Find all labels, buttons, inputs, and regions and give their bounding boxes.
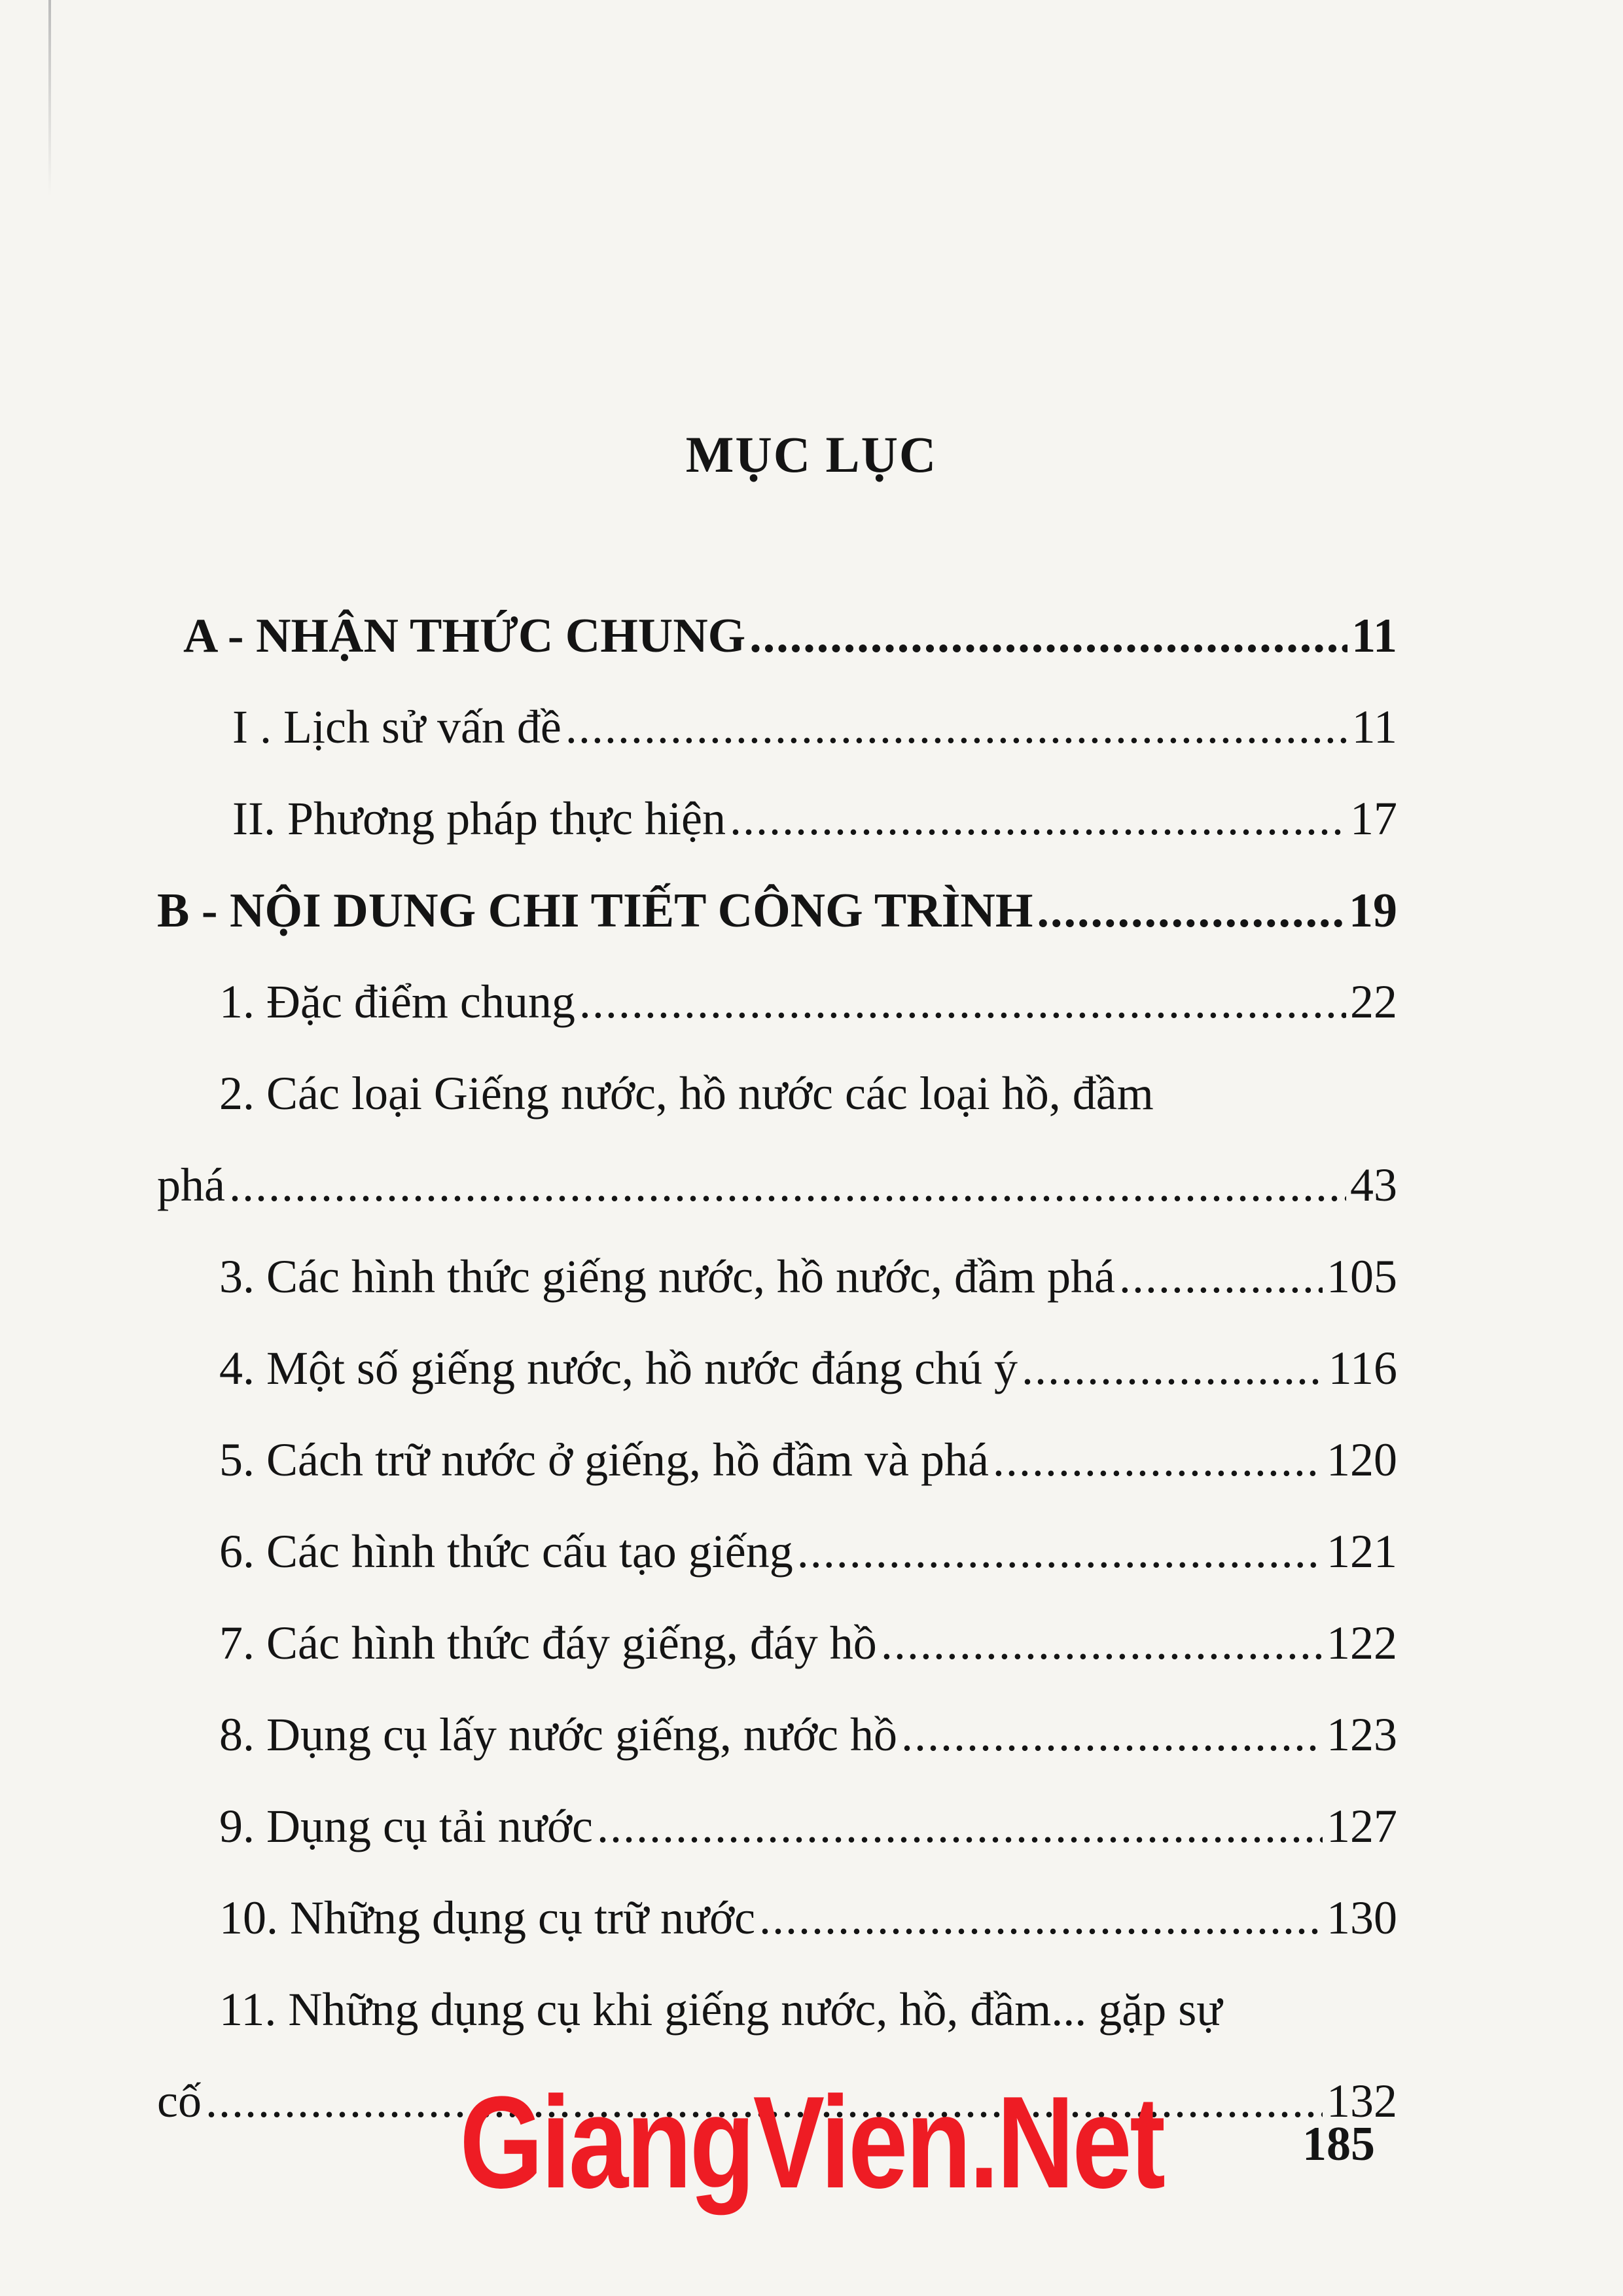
toc-entry-label: 4. Một số giếng nước, hồ nước đáng chú ý bbox=[219, 1342, 1018, 1394]
dot-leader bbox=[993, 1433, 1323, 1487]
toc-entry-page: 123 bbox=[1327, 1708, 1397, 1761]
toc-entry-label: 6. Các hình thức cấu tạo giếng bbox=[219, 1525, 793, 1578]
dot-leader bbox=[1119, 1250, 1323, 1304]
toc-entry-b-10 bbox=[157, 1891, 1397, 1983]
dot-leader bbox=[565, 700, 1348, 754]
dot-leader bbox=[1037, 883, 1345, 939]
toc-entry-page: 19 bbox=[1349, 884, 1397, 938]
toc-entry-page: 43 bbox=[1350, 1159, 1397, 1211]
toc-entry-page: 127 bbox=[1327, 1800, 1397, 1852]
toc-entry-label: 10. Những dụng cụ trữ nước bbox=[219, 1892, 756, 1944]
dot-leader bbox=[730, 792, 1346, 846]
toc-entry-a-1 bbox=[157, 700, 1397, 792]
dot-leader bbox=[579, 975, 1346, 1029]
toc-entry-label: 2. Các loại Giếng nước, hồ nước các loại hồ, đầm bbox=[219, 1067, 1154, 1120]
toc-entry-page: 116 bbox=[1328, 1342, 1397, 1394]
toc-entry-page: 121 bbox=[1327, 1525, 1397, 1578]
toc-entry-label: A - NHẬN THỨC CHUNG bbox=[183, 609, 746, 663]
page-title: MỤC LỤC bbox=[685, 426, 938, 483]
dot-leader bbox=[229, 1158, 1346, 1212]
toc-entry-label: I . Lịch sử vấn đề bbox=[232, 701, 562, 753]
toc-entry-label: B - NỘI DUNG CHI TIẾT CÔNG TRÌNH bbox=[157, 884, 1033, 938]
toc-entry-page: 11 bbox=[1351, 609, 1397, 663]
toc-entry-page: 17 bbox=[1350, 792, 1397, 845]
dot-leader bbox=[759, 1891, 1323, 1945]
toc-entry-page: 11 bbox=[1351, 701, 1397, 753]
toc-entry-page: 105 bbox=[1327, 1250, 1397, 1303]
dot-leader bbox=[901, 1708, 1323, 1762]
toc-entry-label-continued: cố bbox=[157, 2075, 202, 2127]
toc-entry-label: II. Phương pháp thực hiện bbox=[232, 792, 726, 845]
toc-entry-page: 22 bbox=[1350, 976, 1397, 1028]
toc-entry-page: 130 bbox=[1327, 1892, 1397, 1944]
dot-leader bbox=[797, 1525, 1323, 1579]
site-watermark: GiangVien.Net bbox=[459, 2070, 1164, 2216]
toc-entry-b-4 bbox=[157, 1341, 1397, 1433]
toc-entry-label: 11. Những dụng cụ khi giếng nước, hồ, đầm... gặp sự bbox=[219, 1983, 1222, 2036]
toc-entry-b-5 bbox=[157, 1433, 1397, 1525]
toc-entry-label: 1. Đặc điểm chung bbox=[219, 976, 575, 1028]
toc-entry-b-2-line1 bbox=[157, 1067, 1397, 1158]
toc-entry-page: 122 bbox=[1327, 1617, 1397, 1669]
toc-entry-label: 3. Các hình thức giếng nước, hồ nước, đầm phá bbox=[219, 1250, 1115, 1303]
toc-entry-page: 132 bbox=[1327, 2075, 1397, 2127]
toc-entry-b-7 bbox=[157, 1616, 1397, 1708]
toc-entry-b bbox=[157, 883, 1397, 975]
toc-entry-label: 9. Dụng cụ tải nước bbox=[219, 1800, 593, 1852]
toc-entry-b-11-line1 bbox=[157, 1983, 1397, 2074]
toc-entry-b-2-line2 bbox=[157, 1158, 1397, 1250]
toc-entry-a-2 bbox=[157, 792, 1397, 883]
dot-leader bbox=[597, 1799, 1323, 1854]
toc-entry-a bbox=[157, 609, 1397, 700]
toc-entry-label: 8. Dụng cụ lấy nước giếng, nước hồ bbox=[219, 1708, 897, 1761]
toc-entry-label: 5. Cách trữ nước ở giếng, hồ đầm và phá bbox=[219, 1434, 989, 1486]
dot-leader bbox=[881, 1616, 1323, 1670]
table-of-contents bbox=[157, 609, 1397, 2166]
toc-entry-b-9 bbox=[157, 1799, 1397, 1891]
dot-leader bbox=[1022, 1341, 1325, 1396]
toc-entry-b-3 bbox=[157, 1250, 1397, 1341]
toc-entry-label: 7. Các hình thức đáy giếng, đáy hồ bbox=[219, 1617, 877, 1669]
dot-leader bbox=[749, 609, 1347, 664]
toc-entry-b-6 bbox=[157, 1525, 1397, 1616]
page-edge-shadow bbox=[48, 0, 51, 196]
toc-entry-b-1 bbox=[157, 975, 1397, 1067]
toc-entry-label-continued: phá bbox=[157, 1159, 225, 1211]
toc-entry-b-8 bbox=[157, 1708, 1397, 1799]
toc-entry-page: 120 bbox=[1327, 1434, 1397, 1486]
page-number: 185 bbox=[1302, 2117, 1375, 2171]
